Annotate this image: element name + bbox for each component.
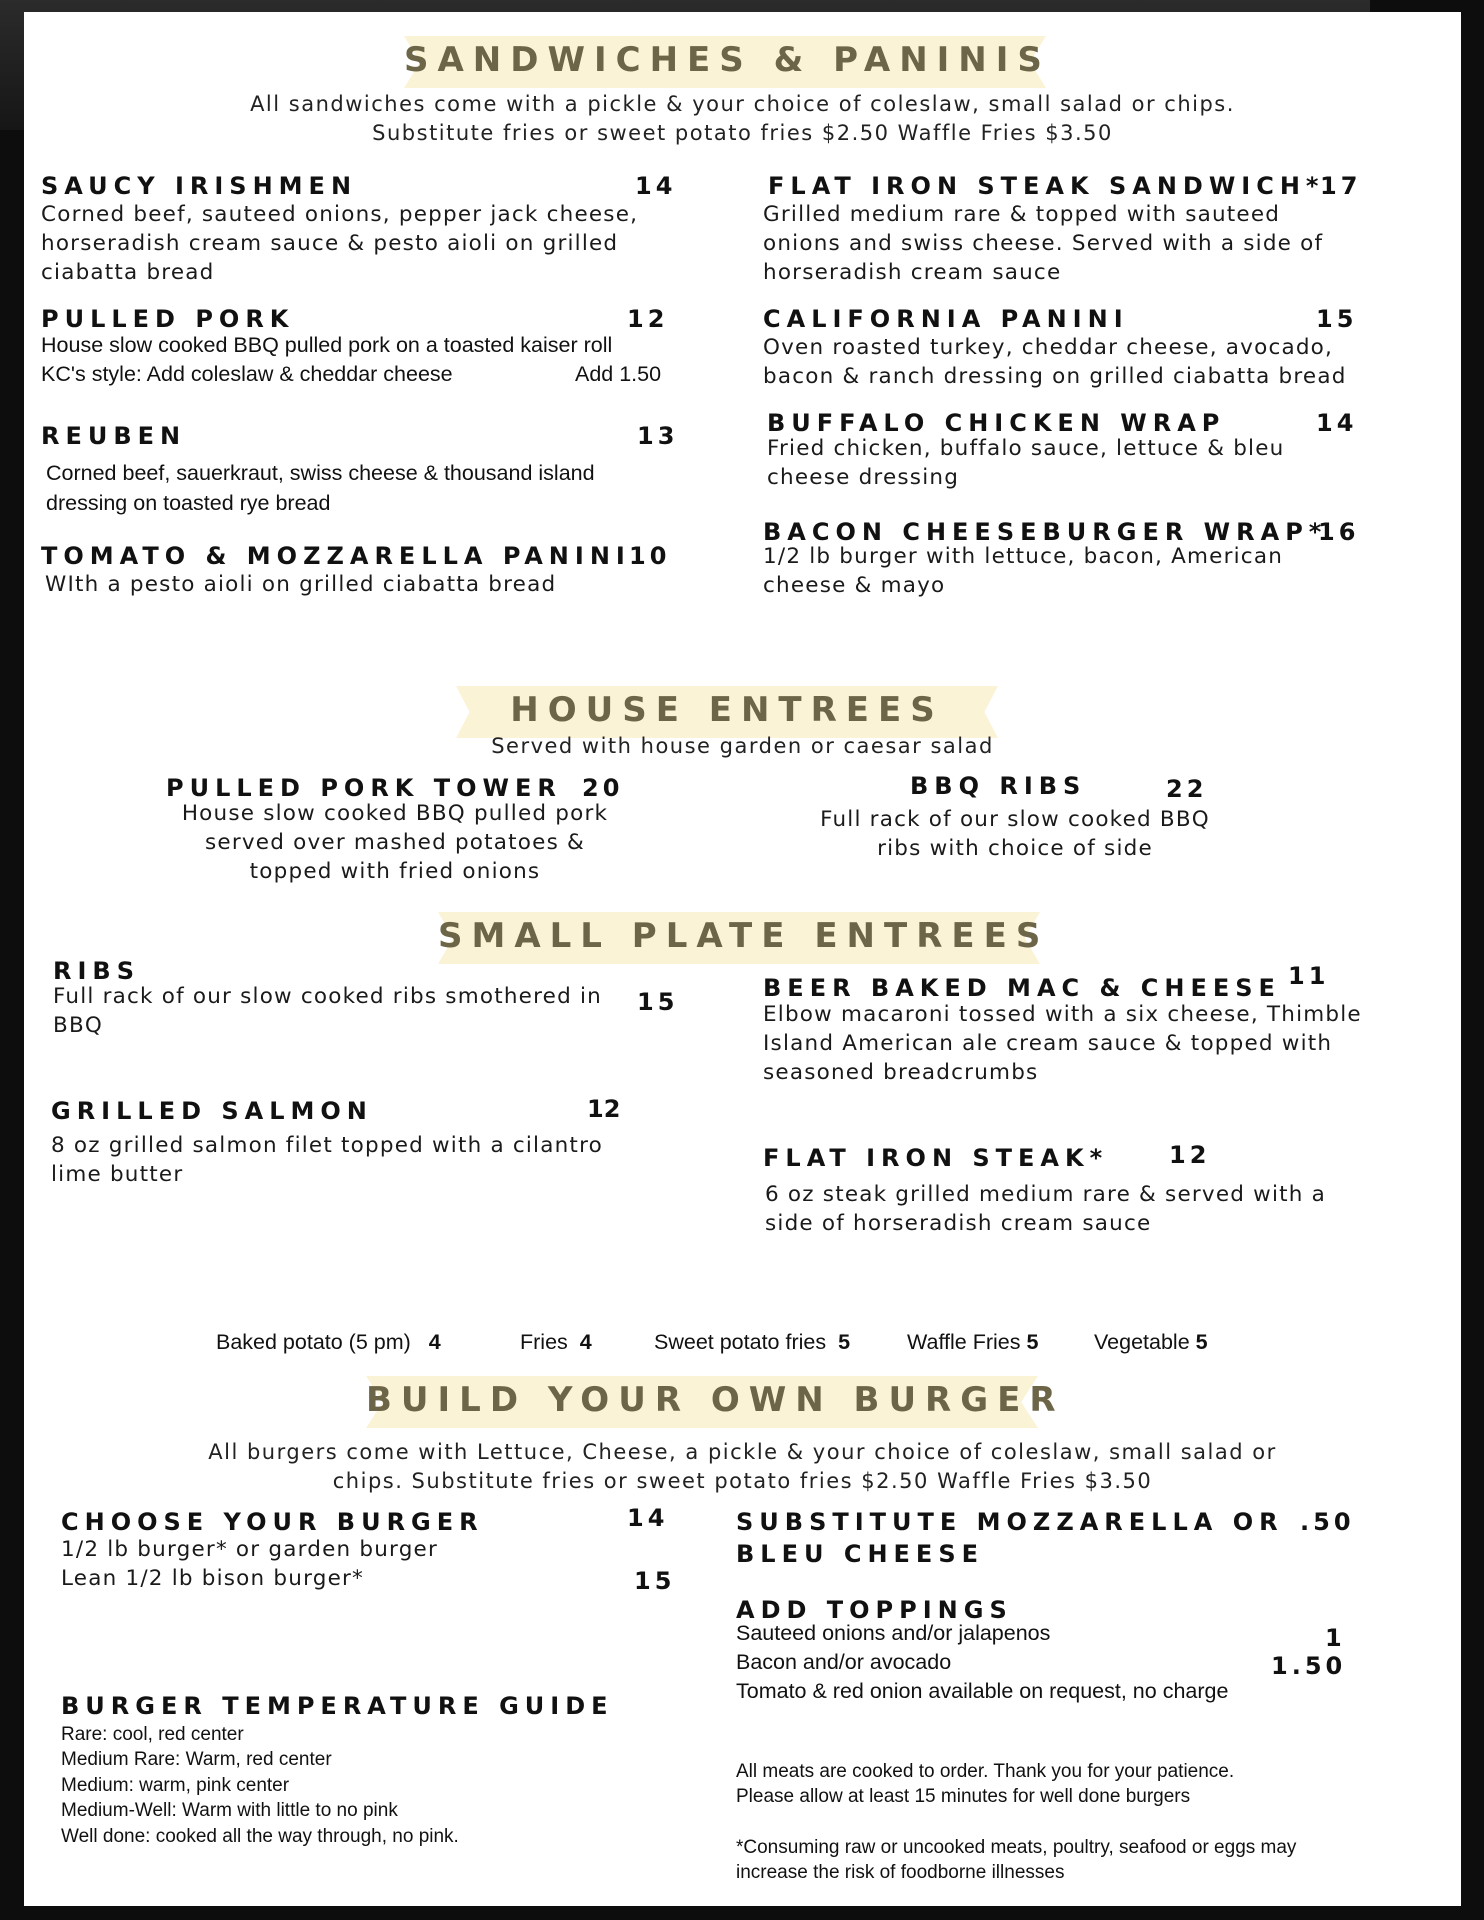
item-title-bacon-cheeseburger-wrap: BACON CHEESEBURGER WRAP* [763,518,1328,546]
item-price: 12 [1169,1141,1211,1169]
item-price: 22 [1166,775,1208,803]
section-title-small-plate-entrees: SMALL PLATE ENTREES [438,916,1050,956]
cooking-note: Please allow at least 15 minutes for well done burgers [736,1786,1191,1807]
item-price: 16 [1318,518,1360,546]
item-description: House slow cooked BBQ pulled pork served over mashed potatoes & topped with fried onions [181,801,609,884]
item-description: 8 oz grilled salmon filet topped with a cilantro lime butter [51,1133,603,1187]
sandwiches-subtitle-line2: Substitute fries or sweet potato fries $2.50 Waffle Fries $3.50 [372,121,1113,145]
item-addon-price: Add 1.50 [575,362,662,386]
item-title-beer-baked-mac-cheese: BEER BAKED MAC & CHEESE [763,974,1281,1002]
section-title-build-your-own-burger: BUILD YOUR OWN BURGER [366,1380,1065,1420]
item-description: Corned beef, sauerkraut, swiss cheese & thousand island dressing on toasted rye bread [46,461,595,515]
side-price: 4 [579,1330,592,1354]
item-title-choose-your-burger: CHOOSE YOUR BURGER [61,1508,484,1536]
side-name: Waffle Fries [907,1330,1021,1354]
item-price: 20 [582,774,624,802]
item-price: 12 [627,305,669,333]
side-name: Baked potato (5 pm) [216,1330,411,1354]
side-name: Sweet potato fries [654,1330,827,1354]
temperature-line: Well done: cooked all the way through, no pink. [61,1826,459,1847]
item-price: 14 [635,172,677,200]
temperature-line: Medium-Well: Warm with little to no pink [61,1800,398,1821]
item-title-flat-iron-steak: FLAT IRON STEAK* [763,1144,1109,1172]
item-price: .50 [1300,1508,1355,1536]
side-price: 5 [1026,1330,1039,1354]
temperature-line: Medium Rare: Warm, red center [61,1749,332,1770]
side-item-waffle-fries [907,1330,1038,1355]
side-name: Vegetable [1094,1330,1190,1354]
cooking-note: All meats are cooked to order. Thank you for your patience. [736,1761,1235,1782]
item-title-california-panini: CALIFORNIA PANINI [763,305,1129,333]
section-title-sandwiches: SANDWICHES & PANINIS [404,40,1051,80]
item-title-pulled-pork: PULLED PORK [41,305,295,333]
temperature-line: Medium: warm, pink center [61,1775,290,1796]
item-title-burger-temperature-guide: BURGER TEMPERATURE GUIDE [61,1692,614,1720]
sandwiches-subtitle-line1: All sandwiches come with a pickle & your choice of coleslaw, small salad or chips. [250,92,1235,116]
item-price: 15 [634,1567,676,1595]
burger-subtitle-line1: All burgers come with Lettuce, Cheese, a pickle & your choice of coleslaw, small salad or [208,1440,1277,1464]
item-title-tomato-mozzarella-panini: TOMATO & MOZZARELLA PANINI [41,542,631,570]
item-title-reuben: REUBEN [41,422,187,450]
topping-line: Tomato & red onion available on request, no charge [736,1679,1229,1703]
item-title-saucy-irishmen: SAUCY IRISHMEN [41,172,358,200]
item-price: 1 [1325,1624,1346,1652]
section-title-house-entrees: HOUSE ENTREES [510,690,944,730]
topping-line: Sauteed onions and/or jalapenos [736,1621,1051,1645]
menu-page [24,12,1461,1906]
item-description: Oven roasted turkey, cheddar cheese, avocado, bacon & ranch dressing on grilled ciabatta bread [763,335,1347,389]
item-title-bbq-ribs: BBQ RIBS [910,772,1087,800]
temperature-line: Rare: cool, red center [61,1724,244,1745]
item-price: 15 [1316,305,1358,333]
side-item-sweet-potato-fries [654,1330,850,1355]
item-description: House slow cooked BBQ pulled pork on a toasted kaiser roll [41,333,613,357]
item-description: 1/2 lb burger with lettuce, bacon, American cheese & mayo [763,544,1284,598]
item-title-buffalo-chicken-wrap: BUFFALO CHICKEN WRAP [767,409,1226,437]
item-description: Grilled medium rare & topped with sauteed onions and swiss cheese. Served with a side of horseradish cream sauce [763,202,1324,285]
item-price: 11 [1288,962,1330,990]
item-price: 15 [637,988,679,1016]
item-description: Fried chicken, buffalo sauce, lettuce & bleu cheese dressing [767,436,1285,490]
burger-option-line: 1/2 lb burger* or garden burger [61,1537,439,1562]
burger-subtitle-line2: chips. Substitute fries or sweet potato fries $2.50 Waffle Fries $3.50 [332,1469,1153,1493]
side-item-fries [520,1330,592,1355]
item-description: WIth a pesto aioli on grilled ciabatta bread [45,572,557,597]
burger-option-line: Lean 1/2 lb bison burger* [61,1566,364,1591]
item-description: Full rack of our slow cooked BBQ ribs with choice of side [820,807,1210,861]
item-title-pulled-pork-tower: PULLED PORK TOWER [166,774,562,802]
topping-line: Bacon and/or avocado [736,1650,952,1674]
item-description: 6 oz steak grilled medium rare & served with a side of horseradish cream sauce [765,1182,1326,1236]
item-title-substitute-cheese: SUBSTITUTE MOZZARELLA OR [736,1508,1284,1536]
item-description-kc-style: KC's style: Add coleslaw & cheddar cheese [41,362,453,386]
item-price: 14 [627,1504,669,1532]
item-price: 12 [587,1095,621,1123]
house-subtitle: Served with house garden or caesar salad [491,734,994,758]
side-price: 5 [838,1330,851,1354]
side-price: 5 [1195,1330,1208,1354]
health-warning: *Consuming raw or uncooked meats, poultry, seafood or eggs may [736,1837,1297,1858]
item-description: Elbow macaroni tossed with a six cheese, Thimble Island American ale cream sauce & topped with seasoned breadcrumbs [763,1002,1362,1085]
health-warning: increase the risk of foodborne illnesses [736,1862,1065,1883]
side-item-baked-potato [216,1330,441,1355]
item-price: 17 [1320,172,1362,200]
item-price: 14 [1316,409,1358,437]
item-price: 13 [637,422,679,450]
side-name: Fries [520,1330,568,1354]
item-price: 10 [629,542,671,570]
item-title-grilled-salmon: GRILLED SALMON [51,1097,373,1125]
side-item-vegetable [1094,1330,1208,1355]
side-price: 4 [428,1330,441,1354]
item-title-flat-iron-steak-sandwich: FLAT IRON STEAK SANDWICH* [768,172,1325,200]
item-title-add-toppings: ADD TOPPINGS [736,1596,1013,1624]
item-title-substitute-cheese-line2: BLEU CHEESE [736,1540,984,1568]
item-description: Corned beef, sauteed onions, pepper jack cheese, horseradish cream sauce & pesto aioli on grilled ciabatta bread [41,202,639,285]
item-price: 1.50 [1271,1652,1347,1680]
item-description: Full rack of our slow cooked ribs smothered in BBQ [53,984,602,1038]
item-title-ribs: RIBS [53,957,140,985]
